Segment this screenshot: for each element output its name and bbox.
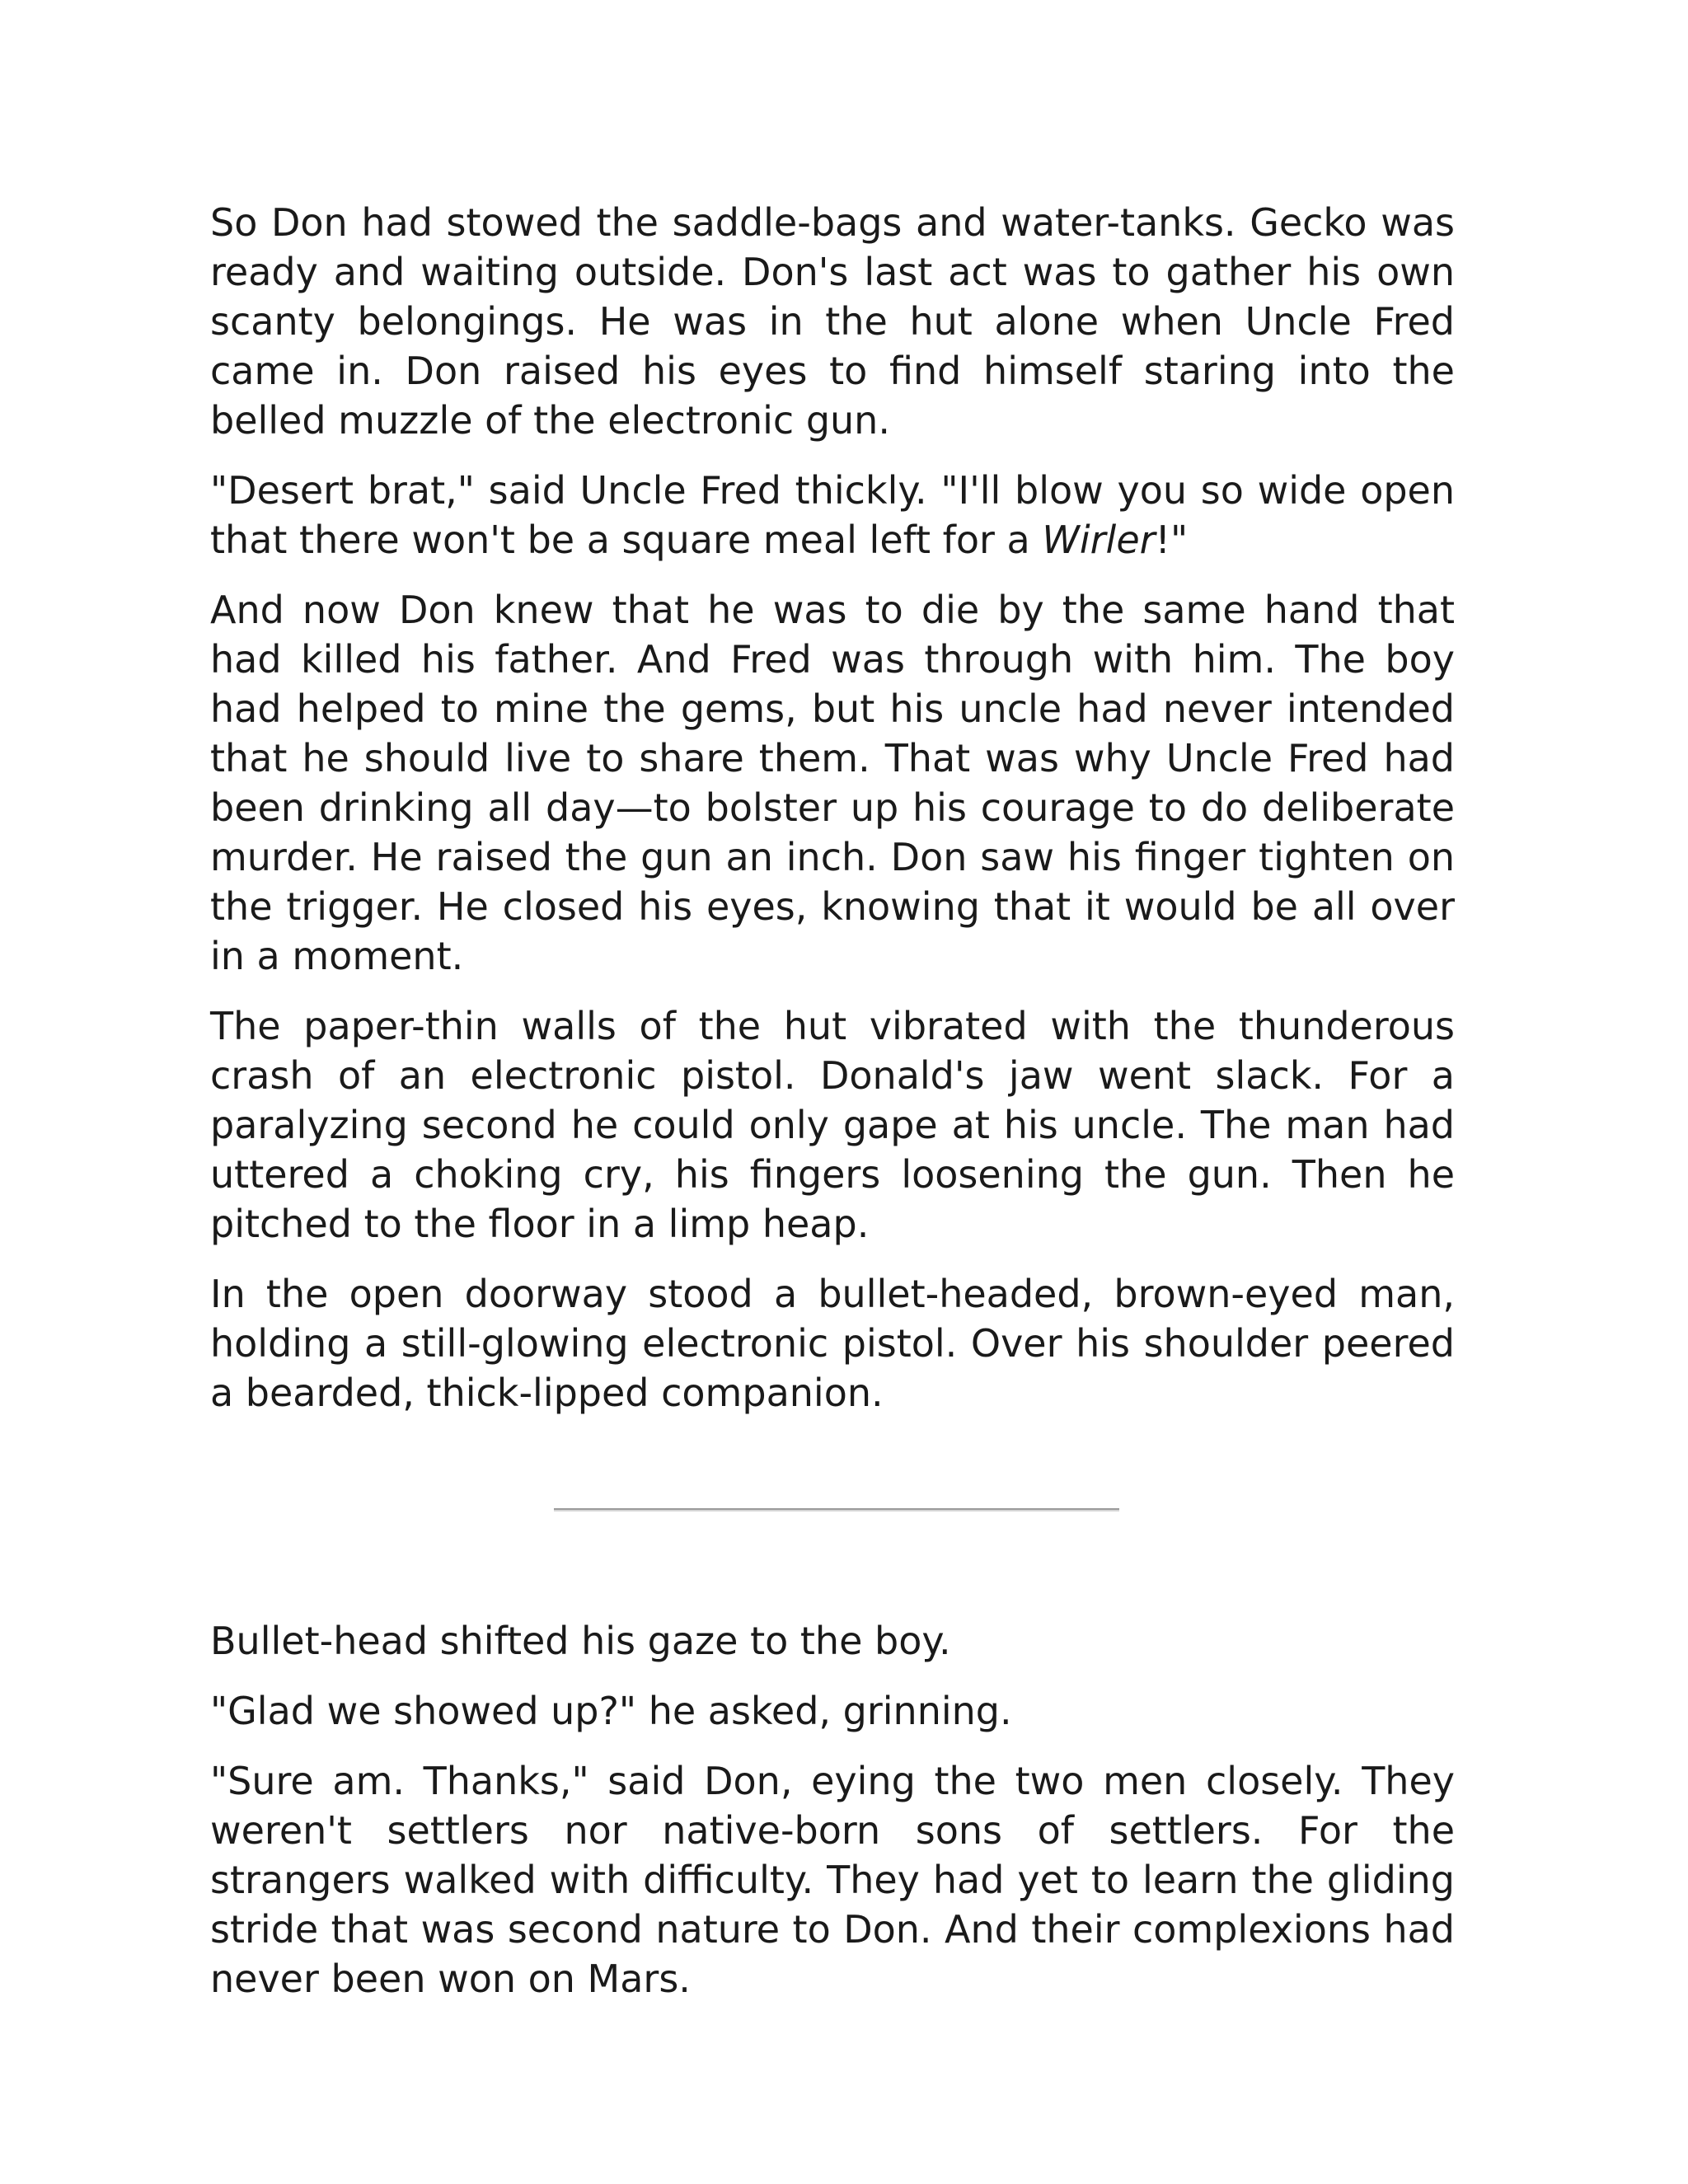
- paragraph: "Glad we showed up?" he asked, grinning.: [210, 1689, 1012, 1733]
- paragraph-text: "Desert brat," said Uncle Fred thickly. "I'll blow you so wide open that there won't be a square meal left for a: [210, 468, 1455, 562]
- paragraph: The paper-thin walls of the hut vibrated with the thunderous crash of an electronic pistol. Donald's jaw went slack. For a paralyzing second he could only gape at his uncle. The man had uttered a choking cry, his fingers loosening the gun. Then he pitched to the floor in a limp heap.: [210, 1004, 1455, 1246]
- paragraph-text: !": [1155, 518, 1189, 562]
- paragraph: "Sure am. Thanks," said Don, eying the two men closely. They weren't settlers nor native-born sons of settlers. For the strangers walked with difficulty. They had yet to learn the gliding stride that was second nature to Don. And their complexions had never been won on Mars.: [210, 1759, 1455, 2001]
- paragraph: And now Don knew that he was to die by the same hand that had killed his father. And Fred was through with him. The boy had helped to mine the gems, but his uncle had never intended that he should live to share them. That was why Uncle Fred had been drinking all day—to bolster up his courage to do deliberate murder. He raised the gun an inch. Don saw his finger tighten on the trigger. He closed his eyes, knowing that it would be all over in a moment.: [210, 588, 1455, 978]
- paragraph: Bullet-head shifted his gaze to the boy.: [210, 1619, 951, 1663]
- paragraph: [210, 466, 1455, 565]
- paragraph: In the open doorway stood a bullet-headed, brown-eyed man, holding a still-glowing electronic pistol. Over his shoulder peered a bearded, thick-lipped companion.: [210, 1272, 1455, 1415]
- section-divider: [210, 1438, 1455, 1616]
- horizontal-rule: [554, 1508, 1119, 1511]
- paragraph: So Don had stowed the saddle-bags and water-tanks. Gecko was ready and waiting outside. Don's last act was to gather his own scanty belongings. He was in the hut alone when Uncle Fred came in. Don raised his eyes to find himself staring into the belled muzzle of the electronic gun.: [210, 200, 1455, 443]
- document-page: [210, 198, 1455, 2024]
- italic-word: Wirler: [1042, 518, 1156, 562]
